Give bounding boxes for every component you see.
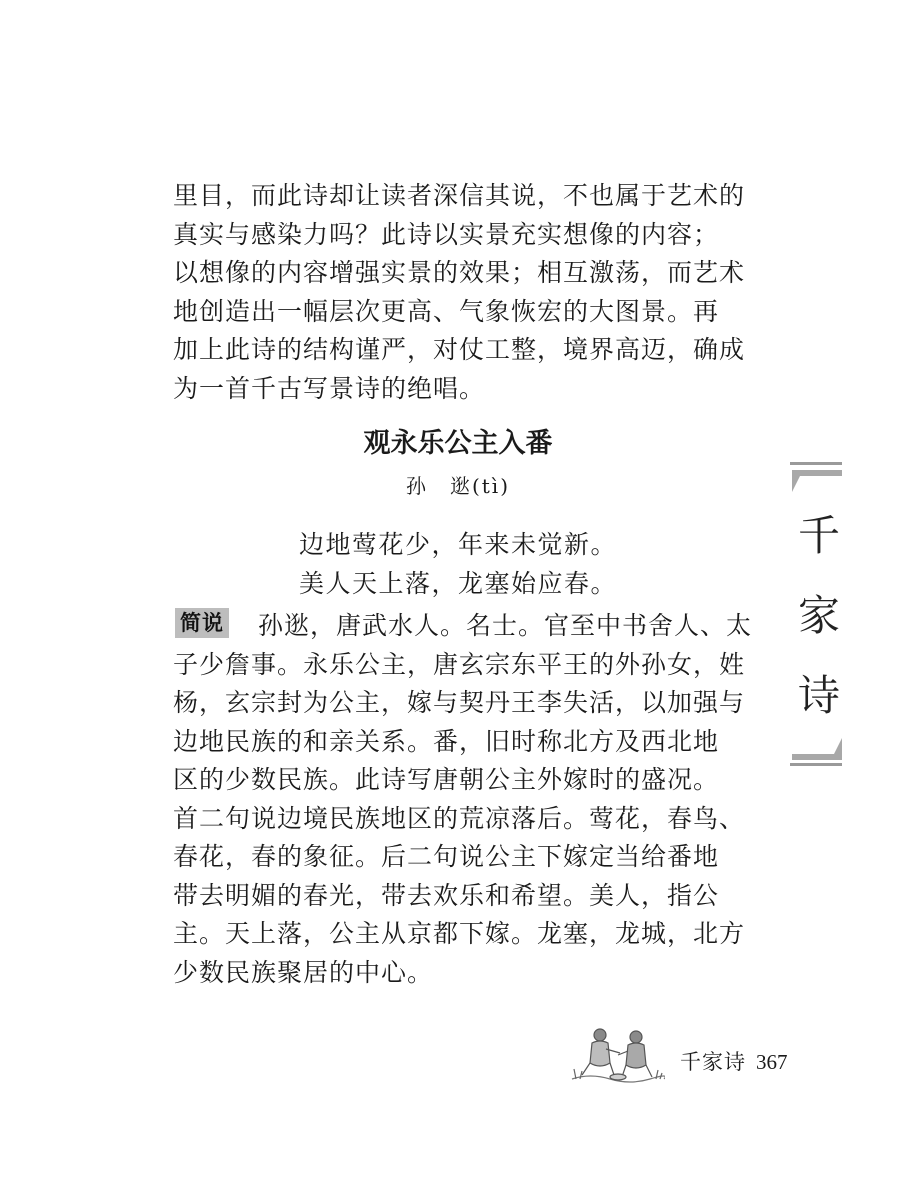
text-line: 边地民族的和亲关系。番，旧时称北方及西北地 — [173, 726, 720, 756]
text-line: 杨，玄宗封为公主，嫁与契丹王李失活，以加强与 — [173, 688, 746, 717]
side-section-tab — [790, 462, 842, 768]
commentary-paragraph — [173, 607, 753, 992]
page-number: 367 — [756, 1050, 788, 1074]
text-line: 真实与感染力吗？此诗以实景充实想像的内容； — [173, 219, 720, 249]
tab-char: 诗 — [797, 671, 840, 720]
text-line: 孙逖，唐武水人。名士。官至中书舍人、太 — [258, 611, 753, 640]
tab-char: 家 — [797, 591, 840, 640]
poem-line: 美人天上落，龙塞始应春。 — [298, 568, 617, 598]
text-line: 少数民族聚居的中心。 — [173, 957, 434, 987]
text-line: 地创造出一幅层次更高、气象恢宏的大图景。再 — [173, 296, 720, 326]
text-line: 主。天上落，公主从京都下嫁。龙塞，龙城，北方 — [173, 919, 746, 948]
author-given-name: 逖(tì) — [449, 474, 511, 498]
text-line: 带去明媚的春光，带去欢乐和希望。美人，指公 — [173, 880, 720, 910]
poem-line: 边地莺花少，年来未觉新。 — [298, 530, 617, 559]
text-line: 区的少数民族。此诗写唐朝公主外嫁时的盛况。 — [173, 765, 720, 794]
text-line: 里目，而此诗却让读者深信其说，不也属于艺术的 — [173, 181, 746, 210]
tab-char: 千 — [797, 511, 840, 560]
poem-body — [173, 526, 743, 603]
two-figures-illustration-icon — [570, 1023, 665, 1085]
tab-top-rule — [790, 462, 842, 465]
poem-title: 观永乐公主入番 — [363, 428, 553, 459]
intro-paragraph — [173, 177, 746, 408]
text-line: 子少詹事。永乐公主，唐玄宗东平王的外孙女，姓 — [173, 649, 746, 679]
text-line: 春花，春的象征。后二句说公主下嫁定当给番地 — [173, 842, 720, 871]
bracket-top-icon — [792, 470, 842, 492]
author-surname: 孙 — [405, 474, 428, 498]
text-line: 加上此诗的结构谨严，对仗工整，境界高迈，确成 — [173, 335, 746, 364]
tab-bottom-rule — [790, 763, 842, 766]
poem-author — [173, 472, 743, 500]
text-line: 首二句说边境民族地区的荒凉落后。莺花，春鸟、 — [173, 803, 746, 833]
commentary-label: 简说 — [175, 608, 229, 638]
bracket-bottom-icon — [792, 738, 842, 760]
text-line: 为一首千古写景诗的绝唱。 — [173, 373, 486, 403]
book-title: 千家诗 — [680, 1050, 746, 1074]
text-line: 以想像的内容增强实景的效果；相互激荡，而艺术 — [173, 258, 746, 287]
page-footer — [680, 1048, 788, 1076]
